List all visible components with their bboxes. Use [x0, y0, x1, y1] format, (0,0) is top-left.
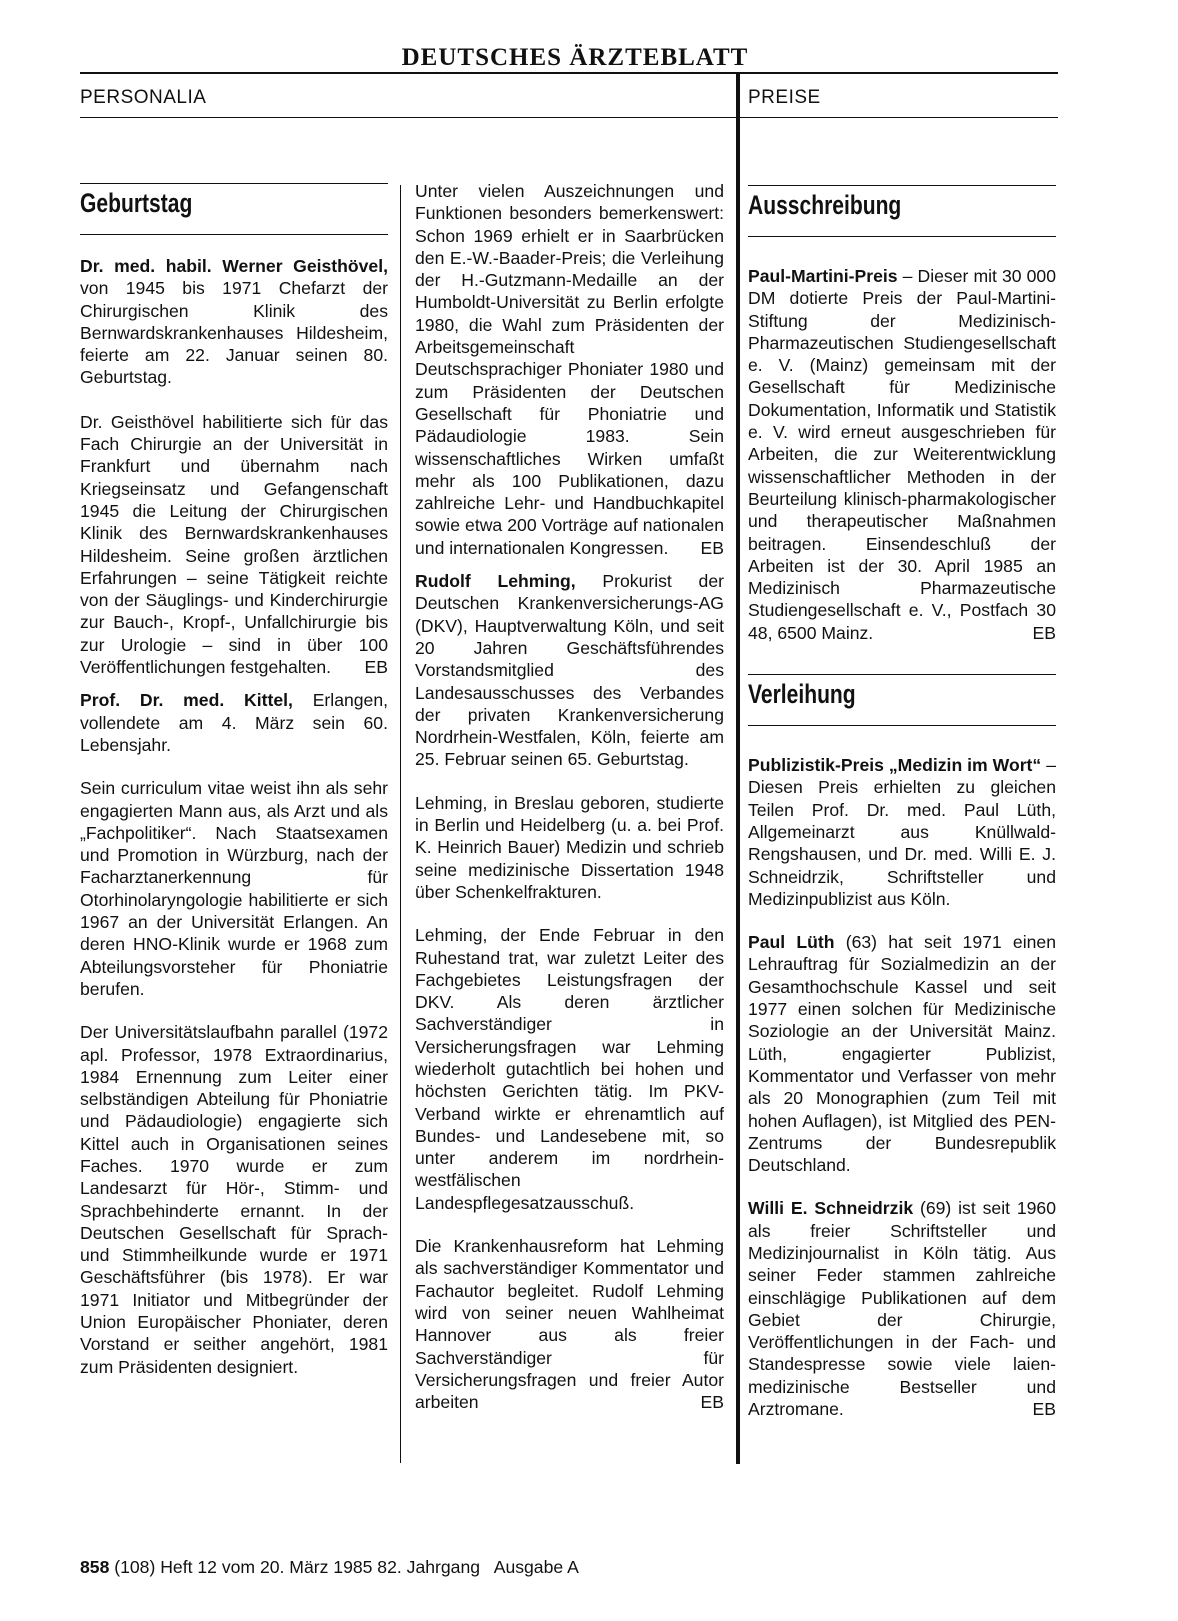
column-divider-thin	[400, 185, 401, 1463]
geisthoevel-text: von 1945 bis 1971 Chefarzt der Chirurgischen Klinik des Bernwardskrankenhauses Hildesheim, feierte am 22. Januar seinen 80. Geburtstag.	[80, 278, 388, 388]
schneidrzik-bio	[748, 1197, 1056, 1420]
lueth-name: Paul Lüth	[748, 932, 835, 953]
kittel-awards	[415, 180, 724, 559]
kittel-awards-text: Unter vielen Auszeichnungen und Funktionen besonders bemerkenswert: Schon 1969 erhielt er in Saarbrücken den E.-W.-Baader-Preis; die Verleihung der H.-Gutzmann-Medaille an der Humboldt-Universität zu Berlin erfolgte 1980, die Wahl zum Präsidenten der Arbeitsgemeinschaft Deutschsprachiger Phoniater 1980 und zum Präsidenten der Deutschen Gesellschaft für Phoniatrie und Pädaudiologie 1983. Sein wissenschaftliches Wirken umfaßt mehr als 100 Publikationen, dazu zahlreiche Lehr- und Handbuchkapitel sowie etwa 200 Vorträge auf nationalen und internationalen Kongressen.	[415, 181, 724, 558]
masthead: DEUTSCHES ÄRZTEBLATT	[401, 44, 749, 71]
footer	[80, 1557, 579, 1578]
publizistik-preis	[748, 754, 1056, 910]
geisthoevel-intro	[80, 255, 388, 389]
martini-preis-name: Paul-Martini-Preis	[748, 266, 898, 286]
column-divider-thick	[736, 72, 740, 1464]
schneidrzik-text: (69) ist seit 1960 als freier Schriftsteller und Medizinjournalist in Köln tätig. Aus seiner Feder stammen zahlreiche einschlägige Publikationen auf dem Gebiet der Chirurgie, Veröffentlichungen in der Fach- und Standespresse sowie viele laien-medizinische Bestseller und Arztromane.	[748, 1198, 1057, 1420]
section-label-preise: PREISE	[748, 87, 821, 108]
heading-rule-bottom	[80, 234, 388, 235]
lehming-name: Rudolf Lehming,	[415, 571, 576, 592]
heading-rule-top	[80, 183, 388, 184]
kittel-cv: Sein curriculum vitae weist ihn als sehr engagierten Mann aus, als Arzt und als „Fachpolitiker“. Nach Staatsexamen und Promotion in Würzburg, nach der Facharztanerkennung für Otorhinolaryngologie habilitierte er sich 1967 an der Universität Erlangen. An deren HNO-Klinik wurde er 1968 zum Abteilungsvorsteher für Phoniatrie berufen.	[80, 778, 388, 999]
kittel-intro	[80, 689, 388, 756]
column-right	[748, 185, 1056, 1441]
martini-preis	[748, 265, 1056, 644]
martini-preis-text: – Dieser mit 30 000 DM dotierte Preis der Paul-Martini-Stiftung der Medizinisch-Pharmazeutischen Studiengesellschaft e. V. (Mainz) gemeinsam mit der Gesellschaft für Medizinische Dokumentation, Informatik und Statistik e. V. wird erneut ausgeschrieben für Arbeiten, die zur Weiterentwicklung wissenschaftlicher Methoden in der Beurteilung klinisch-pharmakologischer und therapeutischer Maßnahmen beitragen. Einsendeschluß der Arbeiten ist der 30. April 1985 an Medizinisch Pharmazeutische Studiengesellschaft e. V., Postfach 30 48, 6500 Mainz.	[748, 266, 1056, 643]
schneidrzik-name: Willi E. Schneidrzik	[748, 1198, 914, 1219]
lehming-intro	[415, 570, 724, 771]
masthead-rule	[80, 72, 1058, 74]
lueth-bio	[748, 931, 1056, 1176]
lehming-reform-text: Die Krankenhausreform hat Lehming als sachverständiger Kommentator und Fachautor begleitet. Rudolf Lehming wird von seiner neuen Wahlheimat Hannover aus als freier Sachverständiger für Versicherungsfragen und freier Autor arbeiten	[415, 1236, 724, 1413]
kittel-name: Prof. Dr. med. Kittel,	[80, 690, 293, 711]
section-label-personalia: PERSONALIA	[80, 87, 207, 108]
geisthoevel-career-text: Dr. Geisthövel habilitierte sich für das Fach Chirurgie an der Universität in Frankfurt und übernahm nach Kriegseinsatz und Gefangenschaft 1945 die Leitung der Chirurgischen Klinik des Bernwardskrankenhauses Hildesheim. Seine großen ärztlichen Erfahrungen – seine Tätigkeit reichte von der Säuglings- und Kinderchirurgie zur Bauch-, Kropf-, Unfallchirurgie bis zur Urologie – sind in über 100 Veröffentlichungen festgehalten.	[80, 411, 388, 678]
page-number: 858	[80, 1557, 110, 1577]
heading-verleihung: Verleihung	[748, 679, 856, 710]
issue-info: (108) Heft 12 vom 20. März 1985 82. Jahrgang Ausgabe A	[114, 1557, 579, 1577]
signature-eb: EB	[700, 1392, 724, 1413]
heading-rule-bottom	[748, 725, 1056, 726]
lueth-text: (63) hat seit 1971 einen Lehrauftrag für Sozialmedizin an der Gesamthochschule Kassel und seit 1977 einen solchen für Medizinische Soziologie an der Universität Mainz. Lüth, engagierter Publizist, Kommentator und Verfasser von mehr als 20 Monographien (zum Teil mit hohen Auflagen), ist Mitglied des PEN-Zentrums der Bundesrepublik Deutschland.	[748, 932, 1056, 1176]
heading-rule-top	[748, 185, 1056, 186]
column-left	[80, 183, 388, 1399]
heading-geburtstag: Geburtstag	[80, 188, 193, 218]
section-rule	[80, 117, 1058, 118]
heading-rule-bottom	[748, 236, 1056, 237]
lehming-career: Lehming, der Ende Februar in den Ruhestand trat, war zuletzt Leiter des Fachgebietes Leistungsfragen der DKV. Als deren ärztlicher Sachverständiger in Versicherungsfragen war Lehming wiederholt gutachtlich bei hohen und höchsten Gerichten tätig. Im PKV-Verband wirkte er ehrenamtlich auf Bundes- und Landesebene mit, so unter anderem im nordrhein-westfälischen Landespflegesatzausschuß.	[415, 925, 724, 1213]
lehming-study: Lehming, in Breslau geboren, studierte in Berlin und Heidelberg (u. a. bei Prof. K. Heinrich Bauer) Medizin und schrieb seine medizinische Dissertation 1948 über Schenkelfrakturen.	[415, 792, 724, 902]
geisthoevel-name: Dr. med. habil. Werner Geisthövel,	[80, 256, 388, 276]
publizistik-preis-text: – Diesen Preis erhielten zu gleichen Teilen Prof. Dr. med. Paul Lüth, Allgemeinarzt aus Knüllwald-Rengshausen, und Dr. med. Willi E. J. Schneidrzik, Schriftsteller und Medizinpublizist aus Köln.	[748, 755, 1056, 909]
kittel-career: Der Universitätslaufbahn parallel (1972 apl. Professor, 1978 Extraordinarius, 1984 Ernennung zum Leiter einer selbständigen Abteilung für Phoniatrie und Pädaudiologie) engagierte sich Kittel auch in Organisationen seines Faches. 1970 wurde er zum Landesarzt für Hör-, Stimm- und Sprachbehinderte ernannt. In der Deutschen Gesellschaft für Sprach- und Stimmheilkunde wurde er 1971 Geschäftsführer (bis 1978). Er war 1971 Initiator und Mitbegründer der Union Europäischer Phoniater, deren Vorstand er seither angehört, 1981 zum Präsidenten designiert.	[80, 1022, 388, 1377]
signature-eb: EB	[1032, 1399, 1056, 1420]
signature-eb: EB	[364, 657, 388, 678]
signature-eb: EB	[1032, 622, 1056, 643]
kittel-text: Erlangen, vollendete am 4. März sein 60. Lebensjahr.	[80, 690, 389, 755]
lehming-reform	[415, 1235, 724, 1413]
geisthoevel-career	[80, 411, 388, 679]
publizistik-preis-name: Publizistik-Preis „Medizin im Wort“	[748, 755, 1042, 776]
signature-eb: EB	[700, 537, 724, 558]
heading-rule-top	[748, 674, 1056, 675]
heading-ausschreibung: Ausschreibung	[748, 190, 902, 220]
lehming-text: Prokurist der Deutschen Krankenversicherungs-AG (DKV), Hauptverwaltung Köln, und seit 20 Jahren Geschäftsführendes Vorstandsmitglied des Landesausschusses des Verbandes der privaten Krankenversicherung Nordrhein-Westfalen, Köln, feierte am 25. Februar seinen 65. Geburtstag.	[415, 571, 724, 770]
column-middle	[415, 180, 724, 1434]
